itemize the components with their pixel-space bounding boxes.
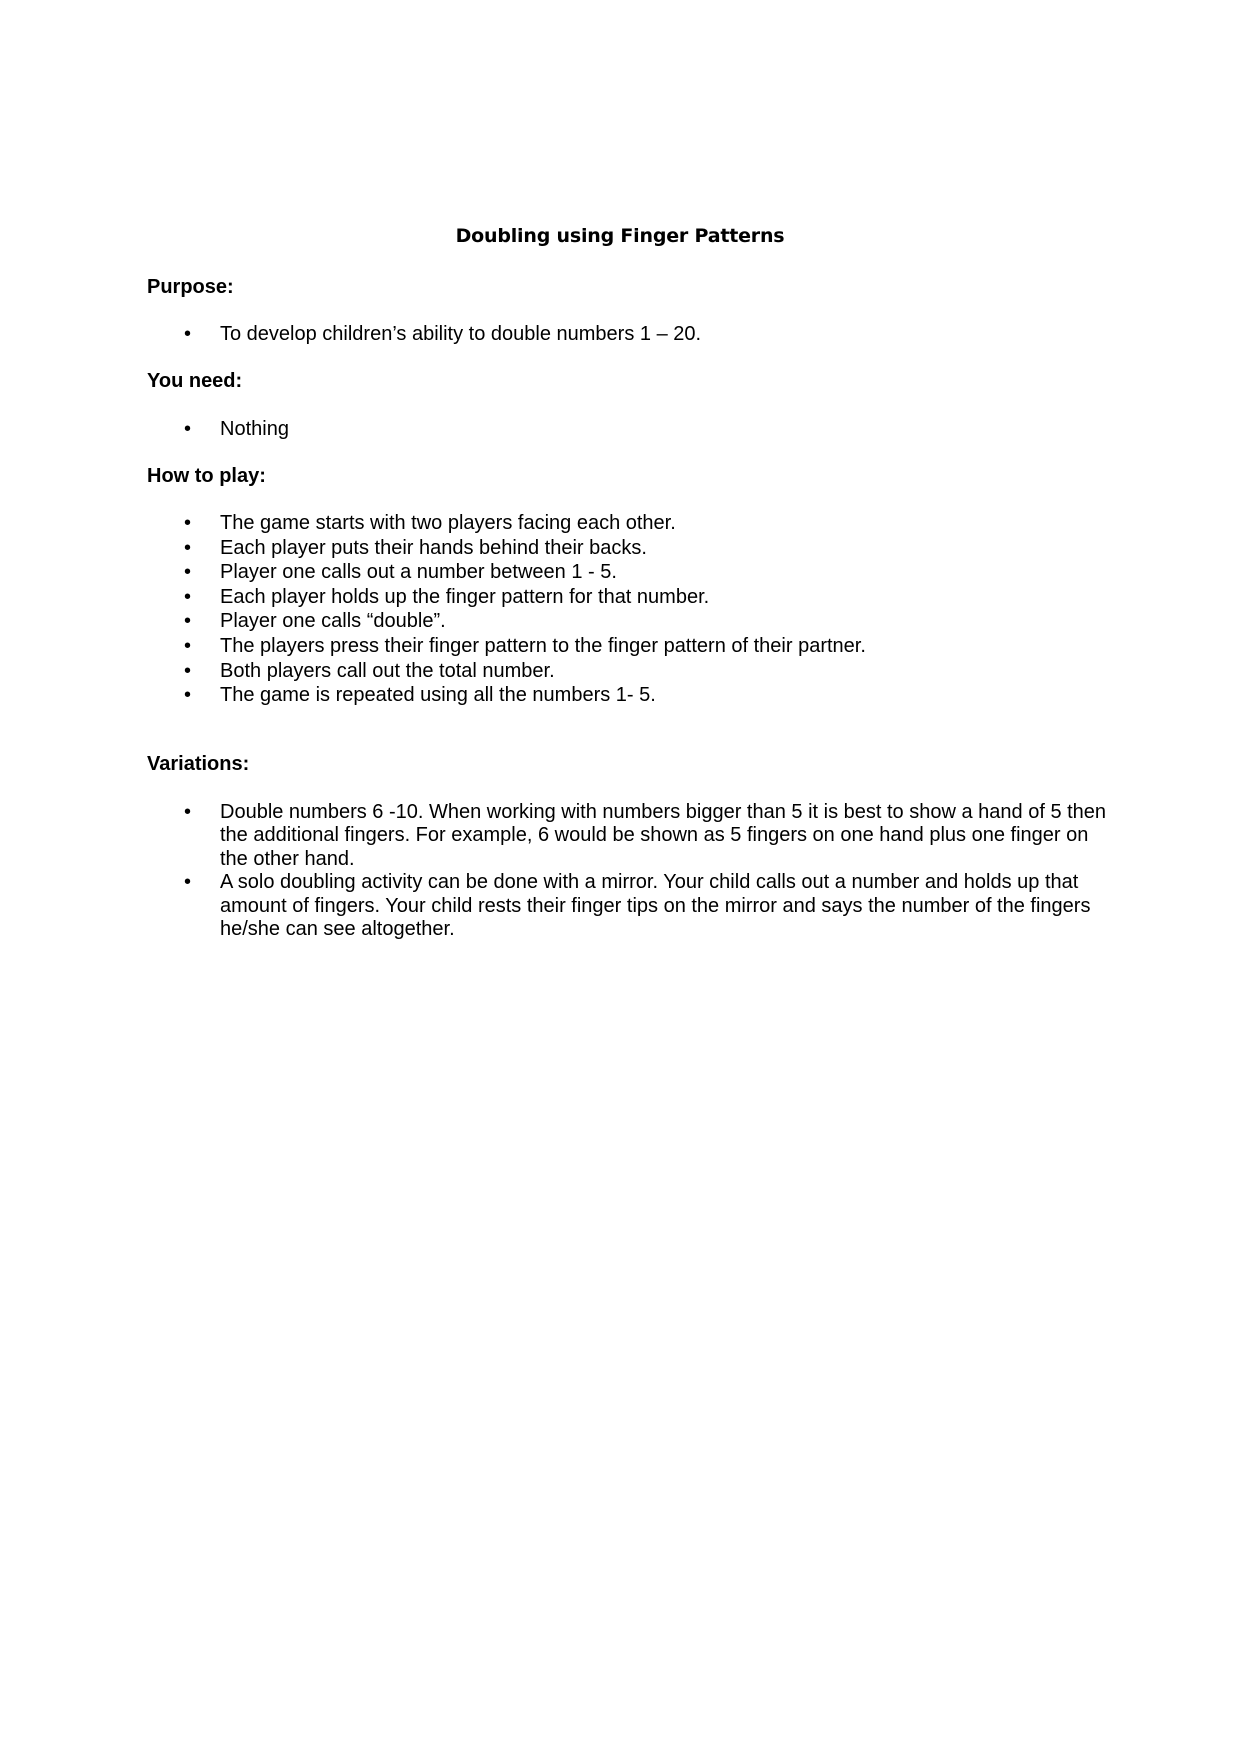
bullet-icon: • (184, 634, 192, 657)
list-item-text: A solo doubling activity can be done with a mirror. Your child calls out a number and holds up that amount of fingers. Your child rests their finger tips on the mirror and says the number of the fingers he/she can see altogether. (220, 871, 1091, 941)
list-item (147, 659, 1107, 684)
you-need-list (147, 417, 1107, 442)
purpose-heading: Purpose: (147, 276, 234, 298)
bullet-icon: • (184, 323, 192, 345)
list-item-text: Player one calls “double”. (220, 610, 446, 633)
list-item (147, 609, 1107, 634)
bullet-icon: • (184, 801, 192, 823)
you-need-heading: You need: (147, 370, 243, 392)
list-item-text: Player one calls out a number between 1 - 5. (220, 561, 617, 584)
purpose-list (147, 322, 1107, 347)
list-item (147, 801, 1107, 871)
bullet-icon: • (184, 536, 192, 559)
list-item (147, 560, 1107, 585)
list-item (147, 634, 1107, 659)
list-item (147, 417, 1107, 442)
bullet-icon: • (184, 610, 192, 633)
list-item (147, 585, 1107, 610)
bullet-icon: • (184, 871, 192, 894)
variations-heading: Variations: (147, 753, 250, 775)
list-item-text: Both players call out the total number. (220, 659, 555, 682)
bullet-icon: • (184, 659, 192, 682)
bullet-icon: • (184, 418, 192, 440)
list-item-text: To develop children’s ability to double numbers 1 – 20. (220, 323, 702, 345)
list-item-text: The game starts with two players facing each other. (220, 512, 676, 534)
list-item (147, 536, 1107, 561)
bullet-icon: • (184, 684, 192, 707)
list-item-text: Nothing (220, 418, 289, 440)
how-to-play-list (147, 511, 1107, 708)
bullet-icon: • (184, 561, 192, 584)
list-item-text: Each player puts their hands behind their backs. (220, 536, 647, 559)
document-title: Doubling using Finger Patterns (455, 225, 785, 247)
list-item-text: Each player holds up the finger pattern for that number. (220, 585, 710, 608)
list-item (147, 511, 1107, 536)
list-item-text: Double numbers 6 -10. When working with numbers bigger than 5 it is best to show a hand of 5 then the additional fingers. For example, 6 would be shown as 5 fingers on one hand plus one finger on the other hand. (220, 801, 1107, 870)
bullet-icon: • (184, 585, 192, 608)
list-item (147, 871, 1107, 941)
variations-list (147, 801, 1107, 941)
list-item-text: The game is repeated using all the numbers 1- 5. (220, 684, 656, 707)
list-item (147, 683, 1107, 708)
list-item (147, 322, 1107, 347)
how-to-play-heading: How to play: (147, 465, 266, 487)
bullet-icon: • (184, 512, 192, 534)
list-item-text: The players press their finger pattern to the finger pattern of their partner. (220, 634, 866, 657)
